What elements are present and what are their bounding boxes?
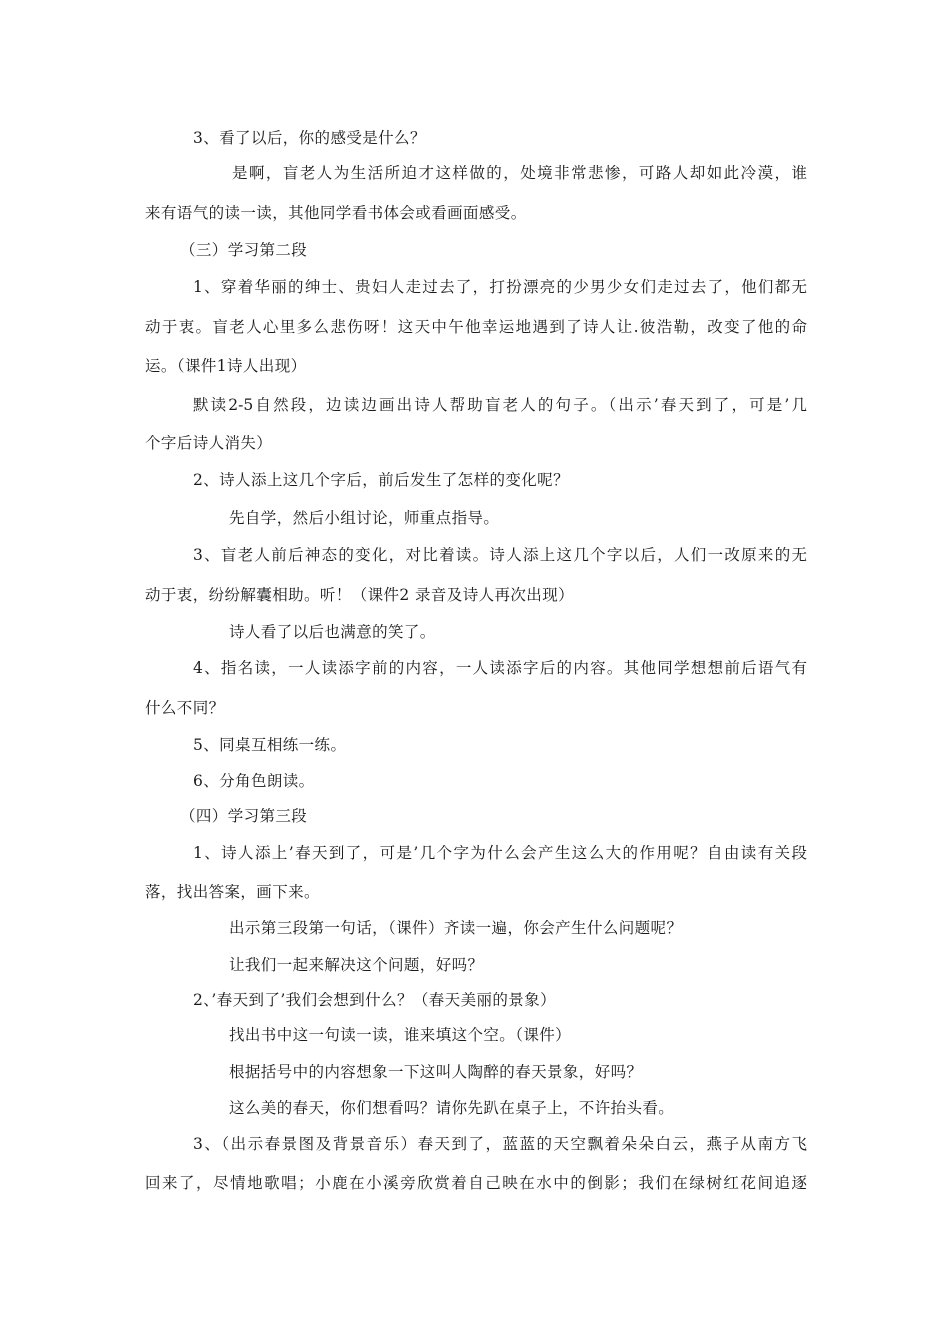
text-line: 什么不同？ [145, 699, 225, 717]
text-line: 1、穿着华丽的绅士、贵妇人走过去了，打扮漂亮的少男少女们走过去了，他们都无 [193, 278, 807, 296]
text-line: 2、’春天到了’我们会想到什么？（春天美丽的景象） [193, 991, 556, 1009]
text-line: 6、分角色朗读。 [193, 772, 315, 790]
text-line: 动于衷。盲老人心里多么悲伤呀！这天中午他幸运地遇到了诗人让.彼浩勒，改变了他的命 [145, 318, 807, 336]
text-line: 这么美的春天，你们想看吗？请你先趴在桌子上，不许抬头看。 [229, 1099, 675, 1117]
text-line: 让我们一起来解决这个问题，好吗？ [229, 956, 484, 974]
text-line: 动于衷，纷纷解囊相助。听！（课件2 录音及诗人再次出现） [145, 586, 574, 604]
text-line: 来有语气的读一读，其他同学看书体会或看画面感受。 [145, 204, 527, 222]
section-heading: （四）学习第三段 [180, 807, 308, 825]
text-line: 3、看了以后，你的感受是什么？ [193, 129, 426, 147]
text-line: 个字后诗人消失） [145, 434, 273, 452]
text-line: 根据括号中的内容想象一下这叫人陶醉的春天景象，好吗？ [229, 1063, 643, 1081]
text-line: 诗人看了以后也满意的笑了。 [229, 623, 436, 641]
text-line: 5、同桌互相练一练。 [193, 736, 347, 754]
text-line: 4、指名读，一人读添字前的内容，一人读添字后的内容。其他同学想想前后语气有 [193, 659, 807, 677]
text-line: 3、盲老人前后神态的变化，对比着读。诗人添上这几个字以后，人们一改原来的无 [193, 546, 807, 564]
text-line: 默读2-5自然段，边读边画出诗人帮助盲老人的句子。（出示’春天到了，可是’几 [193, 396, 807, 414]
text-line: 回来了，尽情地歌唱；小鹿在小溪旁欣赏着自己映在水中的倒影；我们在绿树红花间追逐 [145, 1174, 807, 1192]
section-heading: （三）学习第二段 [180, 241, 308, 259]
text-line: 运。（课件1诗人出现） [145, 357, 307, 375]
text-line: 找出书中这一句读一读，谁来填这个空。（课件） [229, 1026, 572, 1044]
text-line: 3、（出示春景图及背景音乐）春天到了，蓝蓝的天空飘着朵朵白云，燕子从南方飞 [193, 1135, 807, 1153]
text-line: 2、诗人添上这几个字后，前后发生了怎样的变化呢？ [193, 471, 569, 489]
text-line: 出示第三段第一句话，（课件）齐读一遍，你会产生什么问题呢？ [229, 919, 683, 937]
text-line: 落，找出答案，画下来。 [145, 883, 320, 901]
text-line: 先自学，然后小组讨论，师重点指导。 [229, 509, 500, 527]
text-line: 是啊，盲老人为生活所迫才这样做的，处境非常悲惨，可路人却如此冷漠，谁 [232, 164, 807, 182]
text-line: 1、诗人添上’春天到了，可是’几个字为什么会产生这么大的作用呢？自由读有关段 [193, 844, 807, 862]
